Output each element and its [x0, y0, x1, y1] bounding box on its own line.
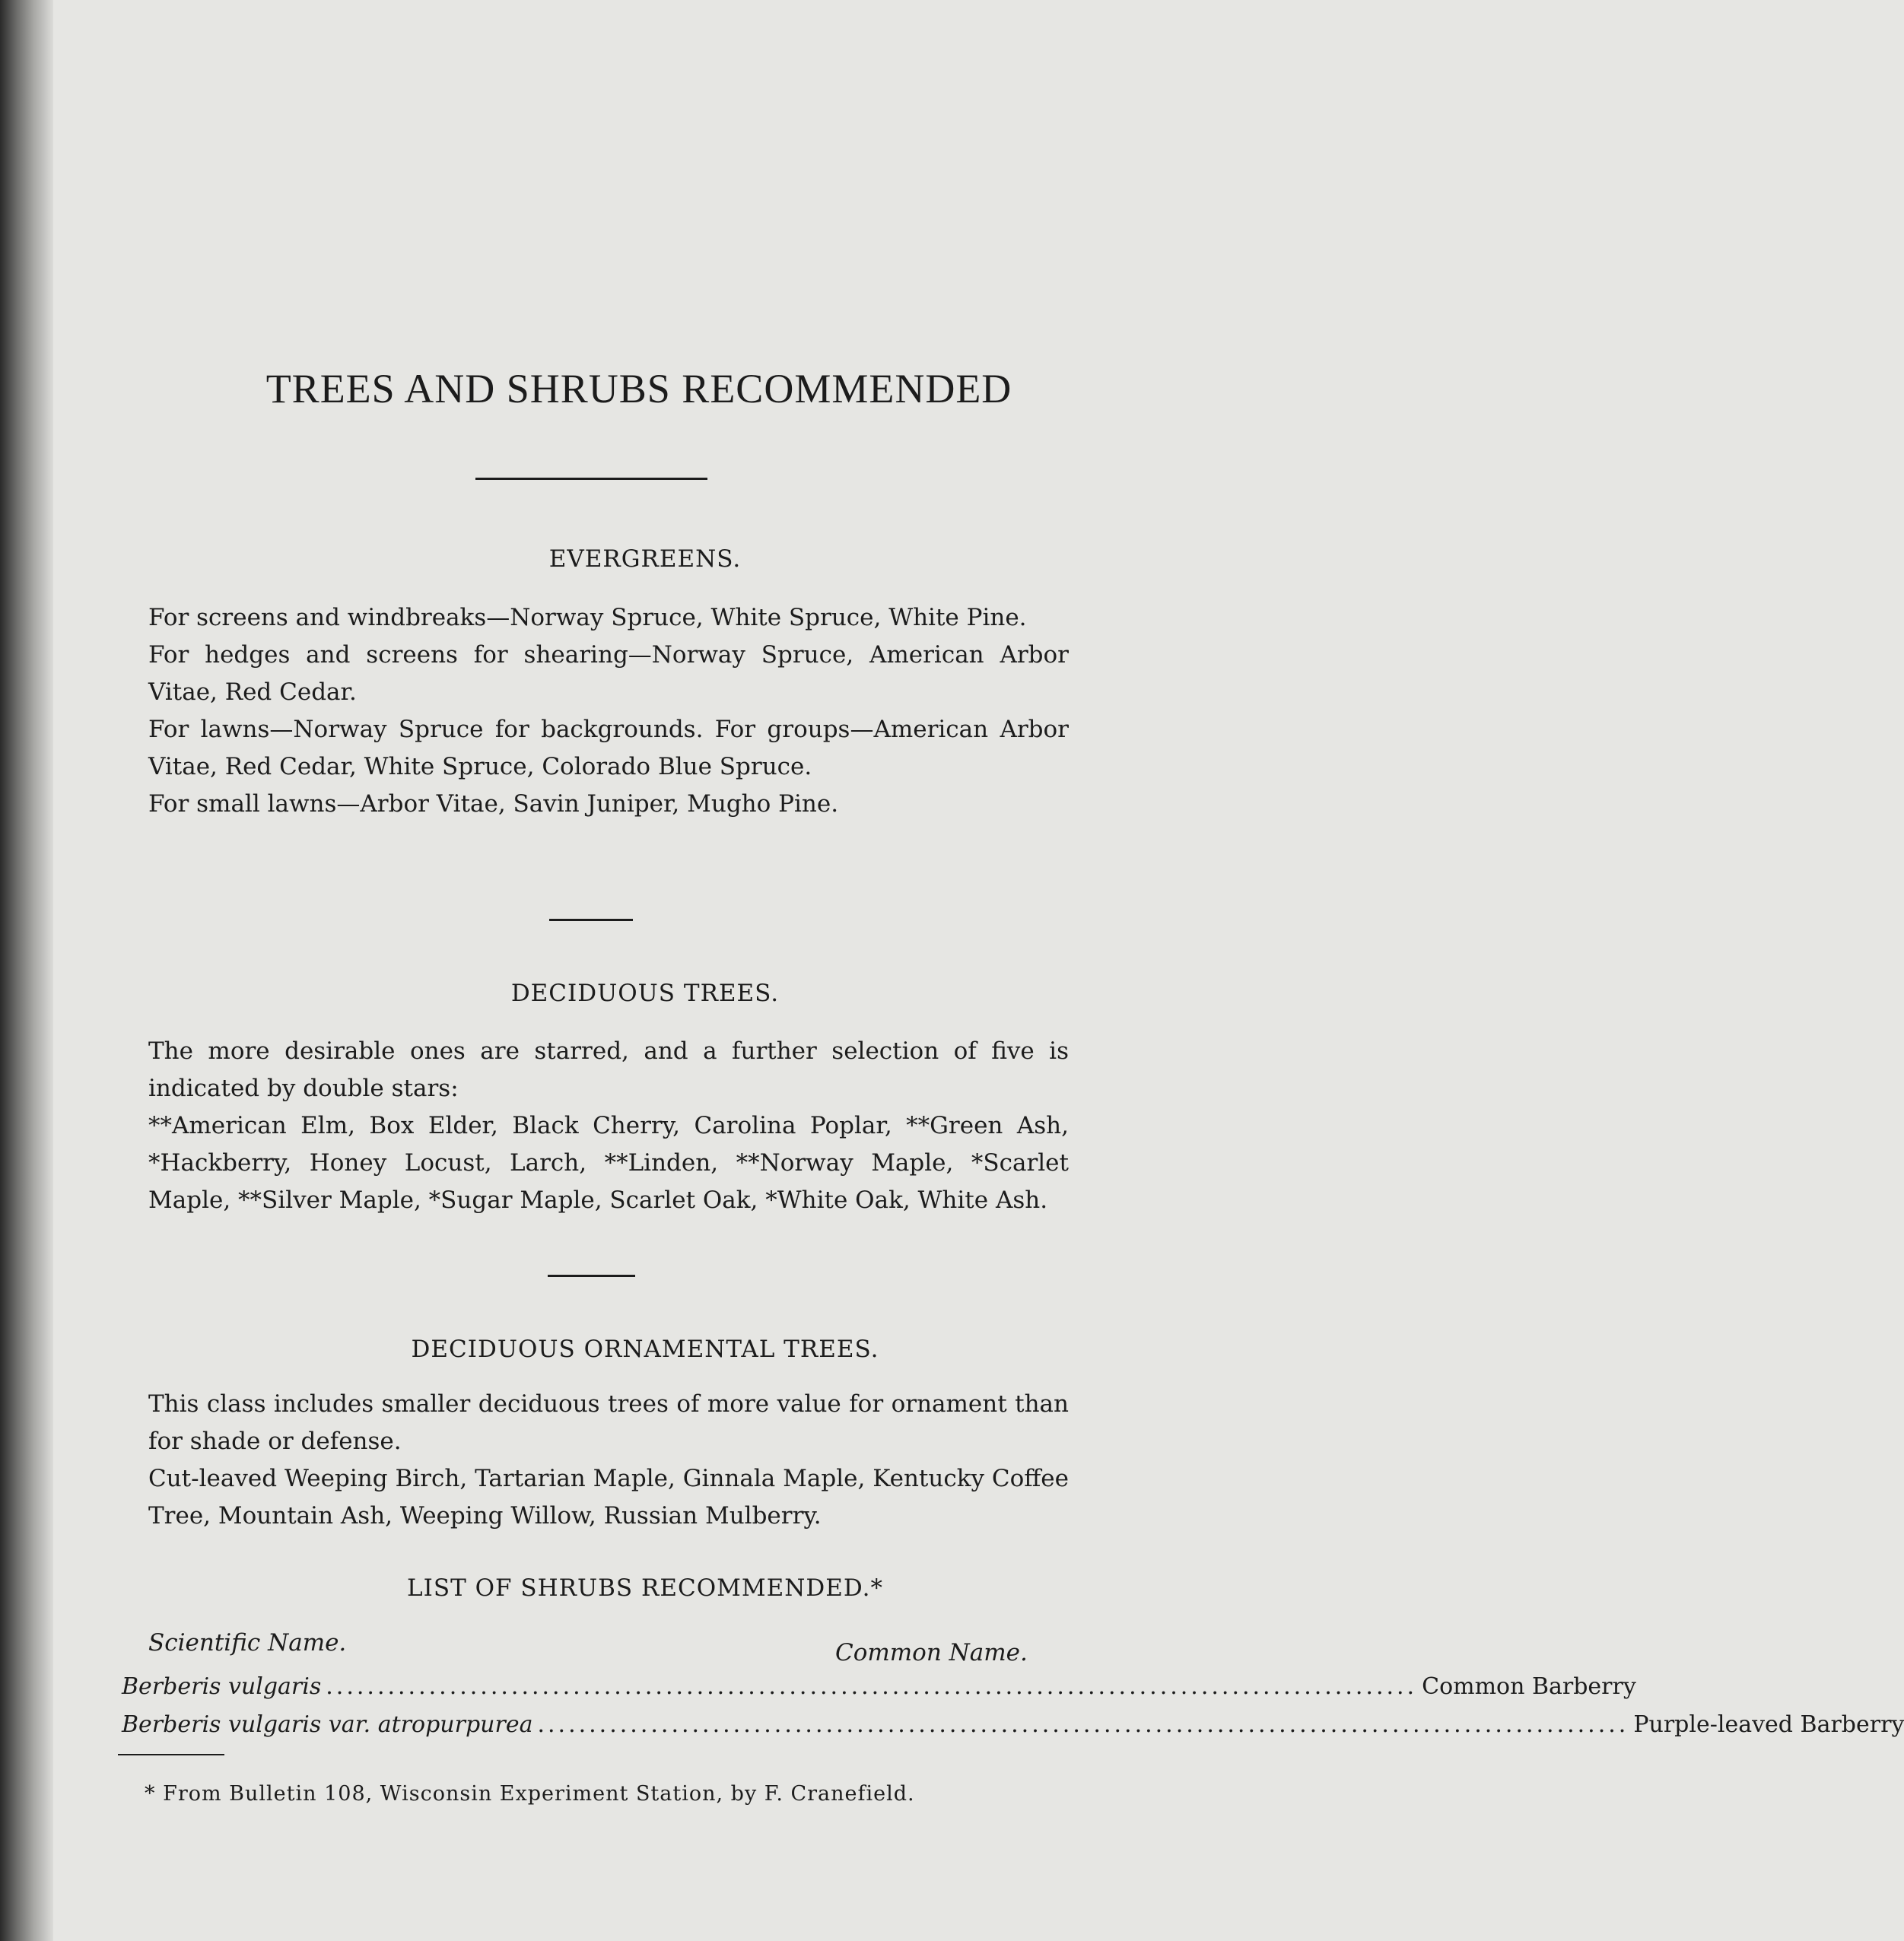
leader-dots: ..........................................................................................................: [326, 1673, 1418, 1700]
evergreens-paragraph: For lawns—Norway Spruce for backgrounds. For groups—American Arbor Vitae, Red Cedar, White Spruce, Colorado Blue Spruce.: [148, 716, 1069, 780]
evergreens-text: [148, 599, 1069, 823]
shrub-row: [122, 1672, 1636, 1702]
common-name-column-header: Common Name.: [835, 1639, 1028, 1666]
deciduous-trees-paragraph: **American Elm, Box Elder, Black Cherry, Carolina Poplar, **Green Ash, *Hackberry, Honey Locust, Larch, **Linden, **Norway Maple, *Scarlet Maple, **Silver Maple, *Sugar Maple, Scarlet Oak, *White Oak, White Ash.: [148, 1112, 1069, 1214]
ornamental-trees-paragraph: Cut-leaved Weeping Birch, Tartarian Maple, Ginnala Maple, Kentucky Coffee Tree, Mountain Ash, Weeping Willow, Russian Mulberry.: [148, 1465, 1069, 1530]
deciduous-trees-heading: DECIDUOUS TREES.: [510, 980, 780, 1007]
evergreens-paragraph: For screens and windbreaks—Norway Spruce, White Spruce, White Pine.: [148, 604, 1027, 631]
scientific-name-column-header: Scientific Name.: [148, 1629, 347, 1657]
deciduous-trees-text: [148, 1033, 1069, 1219]
ornamental-trees-paragraph: This class includes smaller deciduous trees of more value for ornament than for shade or defense.: [148, 1390, 1069, 1455]
evergreens-paragraph: For hedges and screens for shearing—Norway Spruce, American Arbor Vitae, Red Cedar.: [148, 641, 1069, 706]
common-name: Common Barberry: [1422, 1673, 1636, 1700]
evergreens-heading: EVERGREENS.: [548, 545, 742, 573]
scientific-name: Berberis vulgaris: [122, 1673, 322, 1700]
deciduous-trees-paragraph: The more desirable ones are starred, and a further selection of five is indicated by double stars:: [148, 1037, 1069, 1102]
section-rule: [549, 919, 633, 921]
section-rule: [548, 1275, 635, 1277]
leader-dots: ..........................................................................................................: [537, 1711, 1629, 1738]
shrubs-heading: LIST OF SHRUBS RECOMMENDED.*: [407, 1574, 883, 1602]
common-name: Purple-leaved Barberry: [1633, 1711, 1904, 1738]
ornamental-trees-heading: DECIDUOUS ORNAMENTAL TREES.: [411, 1336, 879, 1363]
footnote: * From Bulletin 108, Wisconsin Experiment Station, by F. Cranefield.: [145, 1782, 915, 1806]
page-title: TREES AND SHRUBS RECOMMENDED: [265, 366, 1012, 411]
ornamental-trees-text: [148, 1386, 1069, 1535]
title-rule: [475, 478, 707, 480]
footnote-rule: [118, 1754, 224, 1755]
scientific-name: Berberis vulgaris var. atropurpurea: [122, 1711, 533, 1738]
evergreens-paragraph: For small lawns—Arbor Vitae, Savin Juniper, Mugho Pine.: [148, 790, 839, 818]
shrub-row: [122, 1710, 1904, 1740]
